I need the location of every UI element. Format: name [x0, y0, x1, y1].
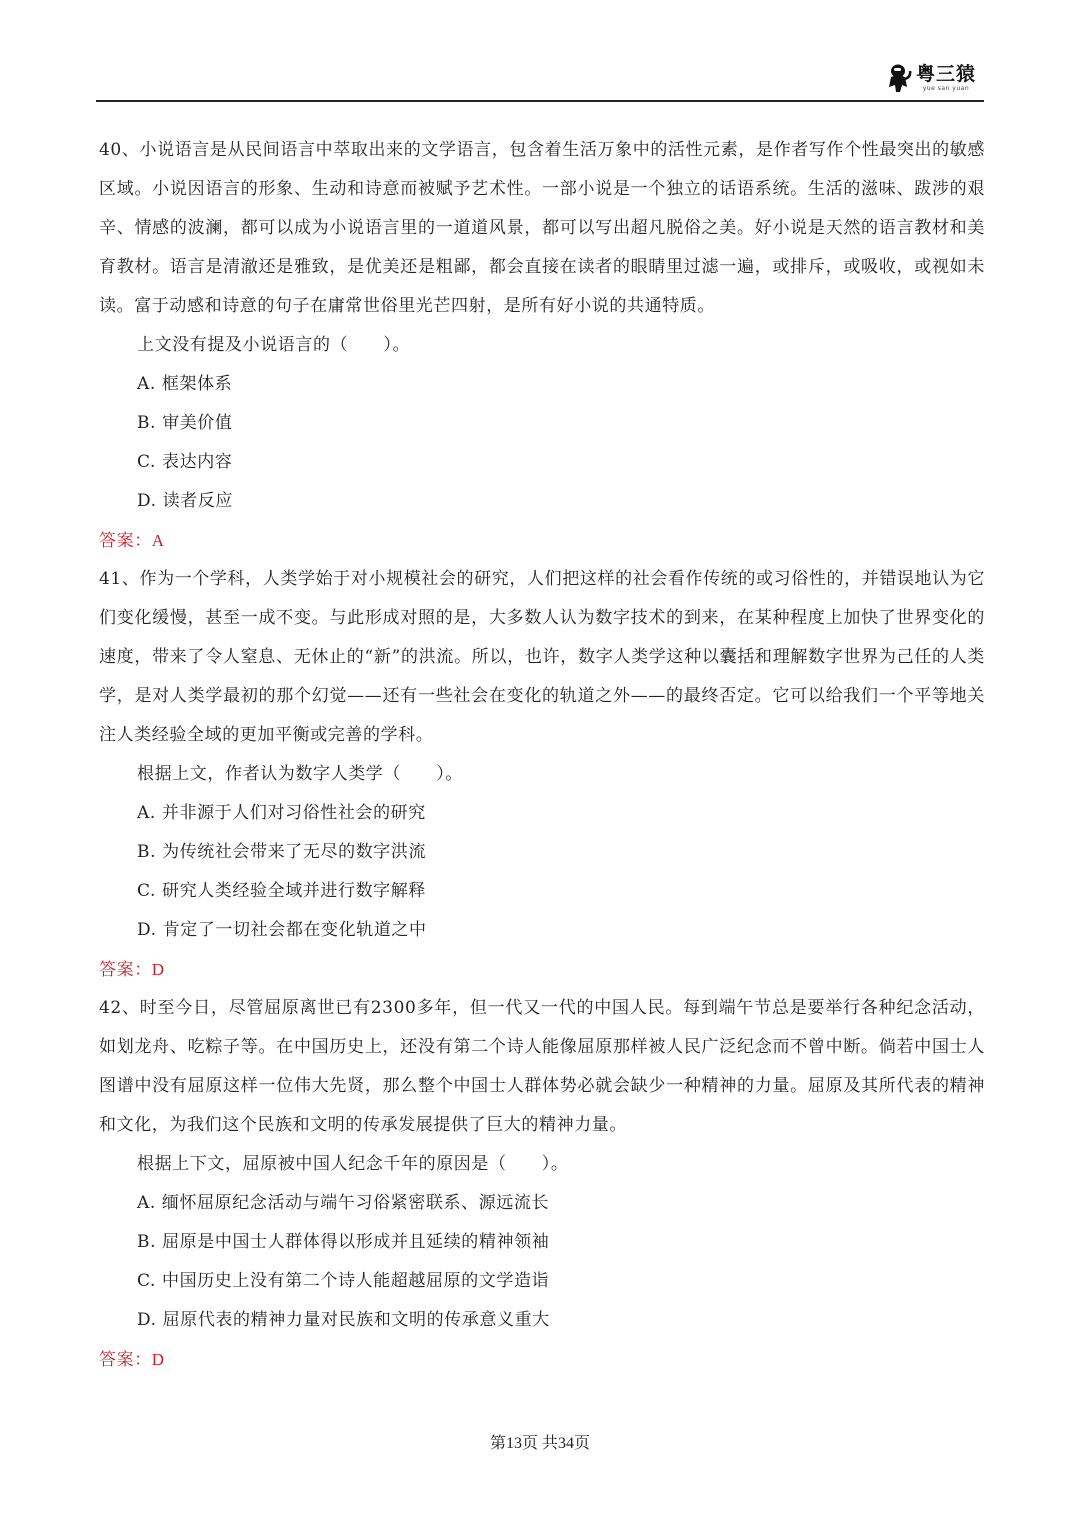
- header-rule: [96, 100, 984, 102]
- answer-label: 答案：A: [99, 531, 165, 550]
- option-a: A. 缅怀屈原纪念活动与端午习俗紧密联系、源远流长: [137, 1193, 550, 1213]
- option-d: D. 屈原代表的精神力量对民族和文明的传承意义重大: [137, 1310, 550, 1330]
- logo-english-text: yue san yuan: [922, 85, 970, 92]
- page-number: 第13页 共34页: [489, 1435, 590, 1452]
- option-c: C. 研究人类经验全域并进行数字解释: [137, 881, 427, 901]
- option-b: B. 为传统社会带来了无尽的数字洪流: [137, 842, 427, 862]
- question-stem: 根据上文，作者认为数字人类学（ ）。: [137, 764, 463, 784]
- question-40: [99, 131, 985, 560]
- question-stem: 上文没有提及小说语言的（ ）。: [137, 335, 411, 355]
- question-stem: 根据上下文，屈原被中国人纪念千年的原因是（ ）。: [137, 1154, 569, 1174]
- answer-label: 答案：D: [99, 960, 165, 979]
- option-b: B. 审美价值: [137, 413, 233, 433]
- page-header: [96, 52, 984, 102]
- logo-chinese-text: 粤三猿: [915, 63, 976, 85]
- option-a: A. 框架体系: [137, 374, 233, 394]
- option-c: C. 表达内容: [137, 452, 233, 472]
- question-42: [99, 989, 985, 1379]
- monkey-logo-icon: [886, 63, 912, 93]
- option-a: A. 并非源于人们对习俗性社会的研究: [137, 803, 426, 823]
- option-d: D. 读者反应: [137, 491, 234, 511]
- option-c: C. 中国历史上没有第二个诗人能超越屈原的文学造诣: [137, 1271, 550, 1291]
- question-passage: 40、小说语言是从民间语言中萃取出来的文学语言，包含着生活万象中的活性元素，是作者写作个性最突出的敏感区域。小说因语言的形象、生动和诗意而被赋予艺术性。一部小说是一个独立的话语系统。生活的滋味、跋涉的艰辛、情感的波澜，都可以成为小说语言里的一道道风景，都可以写出超凡脱俗之美。好小说是天然的语言教材和美育教材。语言是清澈还是雅致，是优美还是粗鄙，都会直接在读者的眼睛里过滤一遍，或排斥，或吸收，或视如未读。富于动感和诗意的句子在庸常世俗里光芒四射，是所有好小说的共通特质。: [99, 140, 985, 316]
- option-b: B. 屈原是中国士人群体得以形成并且延续的精神领袖: [137, 1232, 550, 1252]
- question-passage: 41、作为一个学科，人类学始于对小规模社会的研究，人们把这样的社会看作传统的或习俗性的，并错误地认为它们变化缓慢，甚至一成不变。与此形成对照的是，大多数人认为数字技术的到来，在某种程度上加快了世界变化的速度，带来了令人窒息、无休止的“新”的洪流。所以，也许，数字人类学这种以囊括和理解数字世界为己任的人类学，是对人类学最初的那个幻觉——还有一些社会在变化的轨道之外——的最终否定。它可以给我们一个平等地关注人类经验全域的更加平衡或完善的学科。: [99, 569, 985, 745]
- question-passage: 42、时至今日，尽管屈原离世已有2300多年，但一代又一代的中国人民。每到端午节总是要举行各种纪念活动，如划龙舟、吃粽子等。在中国历史上，还没有第二个诗人能像屈原那样被人民广泛纪念而不曾中断。倘若中国士人图谱中没有屈原这样一位伟大先贤，那么整个中国士人群体势必就会缺少一种精神的力量。屈原及其所代表的精神和文化，为我们这个民族和文明的传承发展提供了巨大的精神力量。: [99, 998, 985, 1135]
- answer-label: 答案：D: [99, 1350, 165, 1369]
- brand-logo: [886, 58, 976, 98]
- question-41: [99, 560, 985, 989]
- option-d: D. 肯定了一切社会都在变化轨道之中: [137, 920, 427, 940]
- page-content: [99, 131, 985, 1379]
